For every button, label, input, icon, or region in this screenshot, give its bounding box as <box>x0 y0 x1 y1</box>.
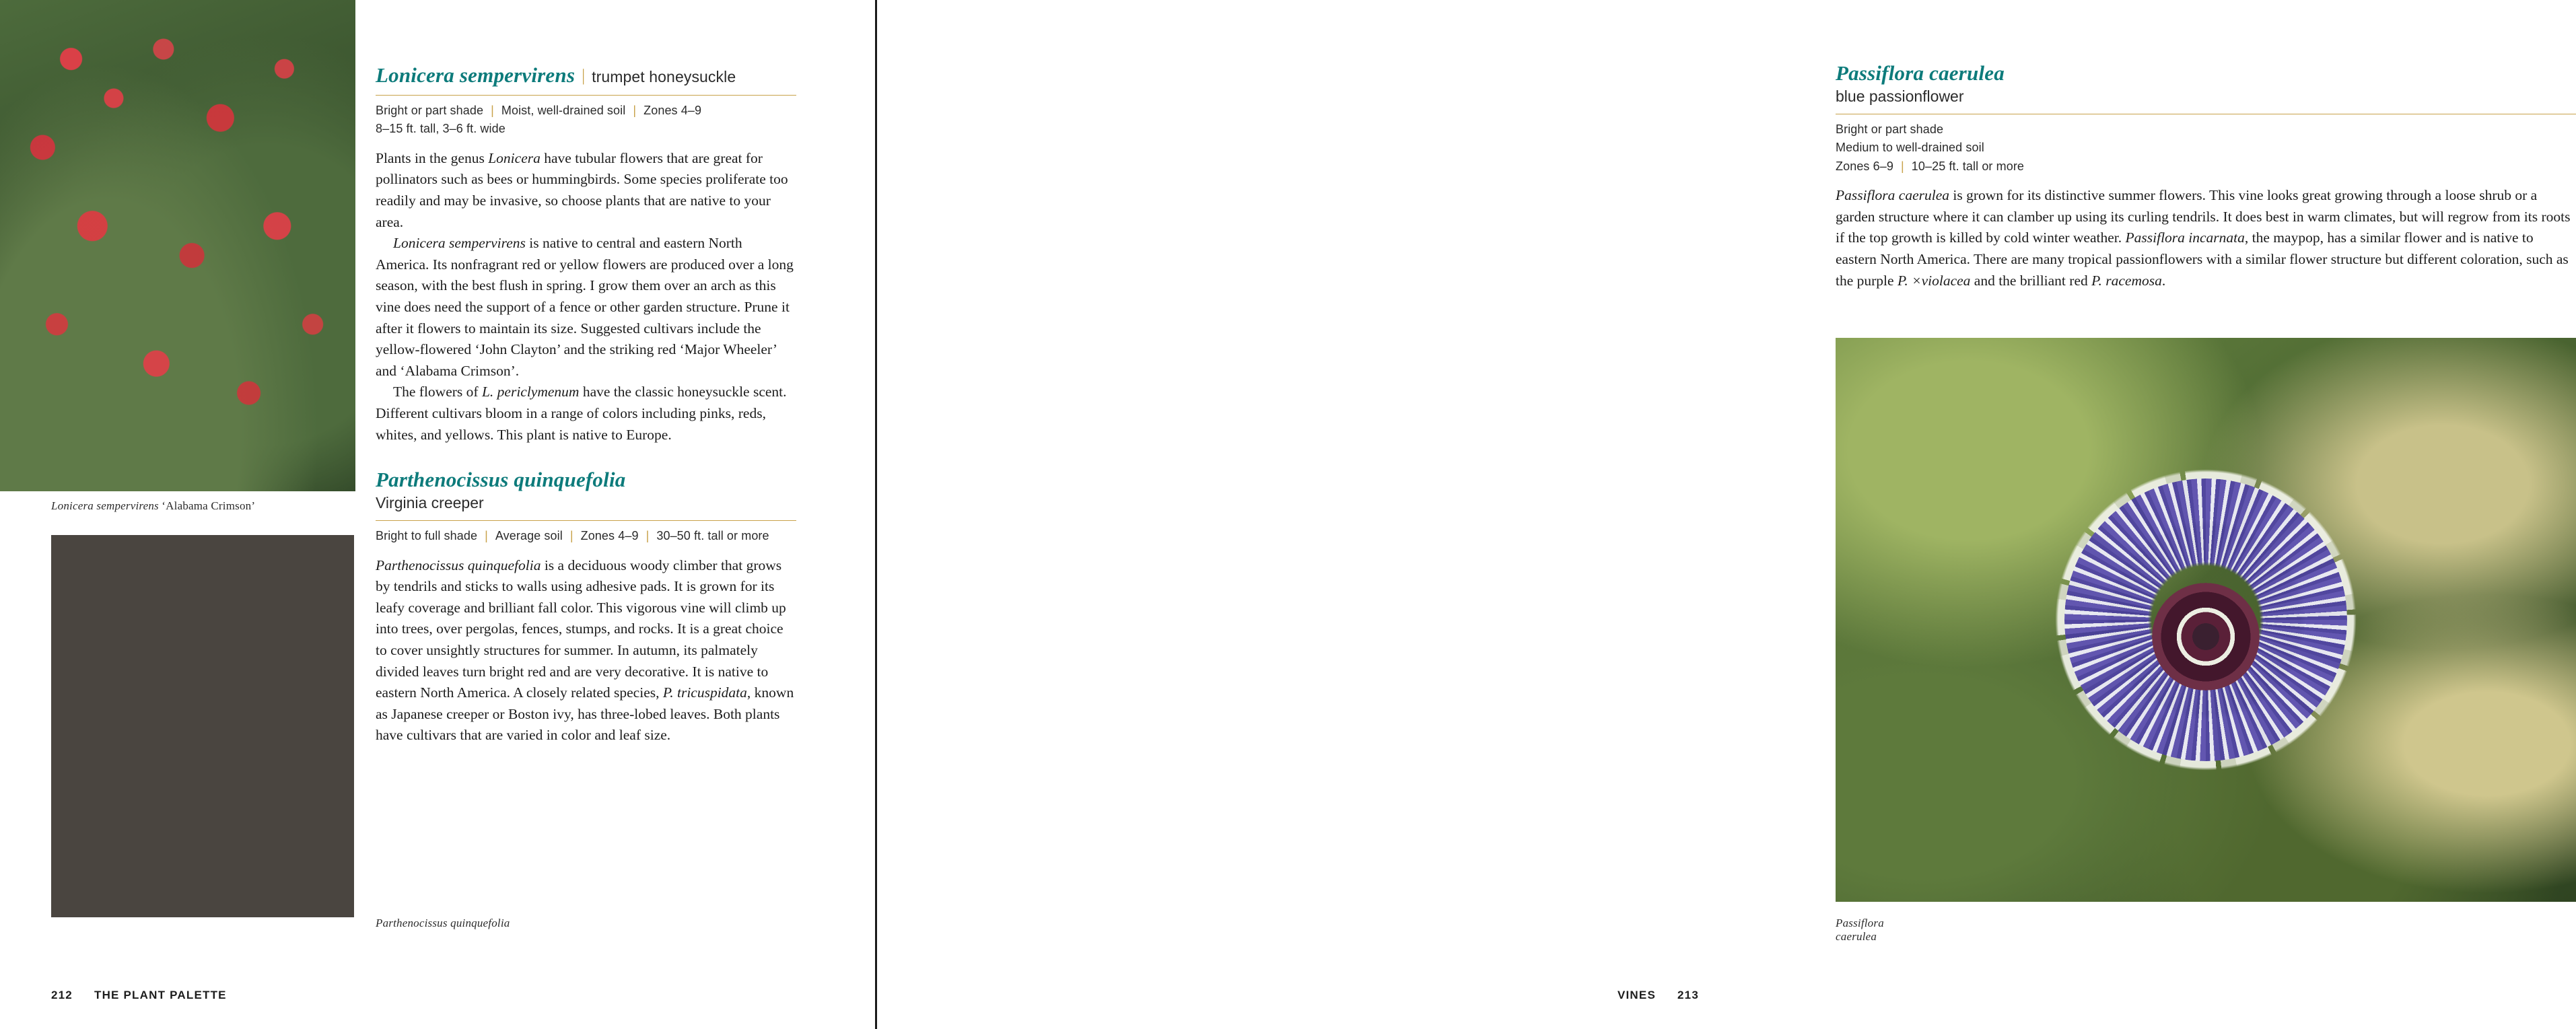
entry-parthenocissus-rule <box>376 520 796 521</box>
entry-parthenocissus-title-row <box>376 468 796 491</box>
entry-parthenocissus-meta-line-1 <box>376 527 796 545</box>
left-page <box>0 0 875 1029</box>
left-text-column <box>376 64 796 746</box>
entry-lonicera-title-row <box>376 64 796 87</box>
caption-parthenocissus-italic: Parthenocissus quinquefolia <box>376 917 510 929</box>
entry-lonicera-common-name: trumpet honeysuckle <box>592 68 736 85</box>
page-number-left: 212 <box>51 989 73 1001</box>
meta-separator-icon: | <box>1900 159 1904 173</box>
entry-lonicera-paragraph-3: The flowers of L. periclymenum have the classic honeysuckle scent. Different cultivars bloom in a range of colors including pinks, reds, whites, and yellows. This plant is native to Europe. <box>376 384 787 443</box>
meta-zones: Zones 4–9 <box>580 529 639 543</box>
meta-light: Bright to full shade <box>376 529 478 543</box>
meta-zones: Zones 6–9 <box>1836 159 1893 173</box>
caption-passiflora <box>1836 917 1884 944</box>
caption-passiflora-italic: Passiflora caerulea <box>1836 917 1884 943</box>
meta-soil: Moist, well-drained soil <box>501 104 626 118</box>
caption-lonicera-italic: Lonicera sempervirens <box>51 499 159 512</box>
entry-passiflora-title-row <box>1836 62 2576 85</box>
meta-soil: Average soil <box>495 529 563 543</box>
meta-size: 30–50 ft. tall or more <box>656 529 769 543</box>
meta-separator-icon: | <box>491 104 494 118</box>
entry-parthenocissus-paragraph-1: Parthenocissus quinquefolia is a deciduous woody climber that grows by tendrils and sticks to walls using adhesive pads. It is grown for its leafy coverage and brilliant fall color. This vigorous vine will climb up into trees, over pergolas, fences, stumps, and rocks. It is a great choice to cover unsightly structures for summer. In autumn, its palmately divided leaves turn bright red and are very decorative. It is native to eastern North America. A closely related species, P. tricuspidata, known as Japanese creeper or Boston ivy, has three-lobed leaves. Both plants have cultivars that are varied in color and leaf size. <box>376 557 794 744</box>
caption-lonicera-rest: ‘Alabama Crimson’ <box>158 499 256 512</box>
meta-light: Bright or part shade <box>1836 122 1944 137</box>
entry-lonicera-rule <box>376 95 796 96</box>
caption-parthenocissus <box>376 917 510 930</box>
photo-art <box>1836 338 2576 902</box>
photo-lonicera-sempervirens <box>0 0 355 491</box>
meta-separator-icon: | <box>485 529 488 543</box>
entry-passiflora-botanical-name: Passiflora caerulea <box>1836 61 2005 85</box>
flower-center <box>2048 478 2364 795</box>
running-head-right: VINES <box>1617 989 1656 1001</box>
entry-passiflora-meta <box>1836 120 2576 176</box>
running-head-left: THE PLANT PALETTE <box>94 989 227 1001</box>
entry-passiflora-meta-line-2 <box>1836 139 2576 157</box>
entry-passiflora-paragraph-1: Passiflora caerulea is grown for its distinctive summer flowers. This vine looks great growing through a loose shrub or a garden structure where it can clamber up using its curling tendrils. It does best in warm climates, but will regrow from its roots if the top growth is killed by cold winter weather. Passiflora incarnata, the maypop, has a similar flower and is native to eastern North America. There are many tropical passionflowers with a similar flower structure but different coloration, such as the purple P. ×violacea and the brilliant red P. racemosa. <box>1836 187 2571 289</box>
entry-passiflora-meta-line-1 <box>1836 120 2576 139</box>
page-number-right: 213 <box>1677 989 1699 1001</box>
meta-separator-icon: | <box>646 529 650 543</box>
meta-light: Bright or part shade <box>376 104 484 118</box>
photo-art <box>0 0 355 491</box>
entry-passiflora <box>1836 62 2576 291</box>
entry-lonicera-paragraph-2: Lonicera sempervirens is native to central and eastern North America. Its nonfragrant red or yellow flowers are produced over a long season, with the best flush in spring. I grow them over an arch as this vine does need the support of a fence or other garden structure. Prune it after it flowers to maintain its size. Suggested cultivars include the yellow-flowered ‘John Clayton’ and the striking red ‘Major Wheeler’ and ‘Alabama Crimson’. <box>376 235 794 379</box>
meta-separator-icon: | <box>633 104 637 118</box>
entry-gap <box>376 446 796 468</box>
entry-lonicera <box>376 64 796 446</box>
meta-zones: Zones 4–9 <box>643 104 702 118</box>
entry-lonicera-botanical-name: Lonicera sempervirens <box>376 63 576 87</box>
photo-parthenocissus-quinquefolia <box>51 535 354 917</box>
entry-passiflora-meta-line-3 <box>1836 157 2576 176</box>
entry-lonicera-meta-line-1 <box>376 102 796 120</box>
meta-size: 10–25 ft. tall or more <box>1911 159 2025 173</box>
photo-art <box>51 535 354 917</box>
entry-parthenocissus-common-name: Virginia creeper <box>376 494 484 512</box>
entry-parthenocissus-botanical-name: Parthenocissus quinquefolia <box>376 468 626 492</box>
meta-separator-icon: | <box>569 529 573 543</box>
entry-lonicera-meta-line-2 <box>376 120 796 138</box>
entry-lonicera-meta <box>376 102 796 139</box>
right-page <box>875 0 2571 1029</box>
meta-soil: Medium to well-drained soil <box>1836 141 1984 155</box>
entry-passiflora-common-name: blue passionflower <box>1836 87 1964 106</box>
entry-parthenocissus-meta <box>376 527 796 545</box>
photo-passiflora-caerulea <box>1836 338 2576 902</box>
meta-size: 8–15 ft. tall, 3–6 ft. wide <box>376 122 506 136</box>
right-text-column <box>1836 62 2576 291</box>
entry-parthenocissus <box>376 468 796 746</box>
entry-lonicera-paragraph-1: Plants in the genus Lonicera have tubular flowers that are great for pollinators such as bees or hummingbirds. Some species proliferate too readily and may be invasive, so choose plants that are native to your area. <box>376 149 788 230</box>
caption-lonicera <box>51 499 255 513</box>
title-separator-icon: | <box>582 67 586 85</box>
